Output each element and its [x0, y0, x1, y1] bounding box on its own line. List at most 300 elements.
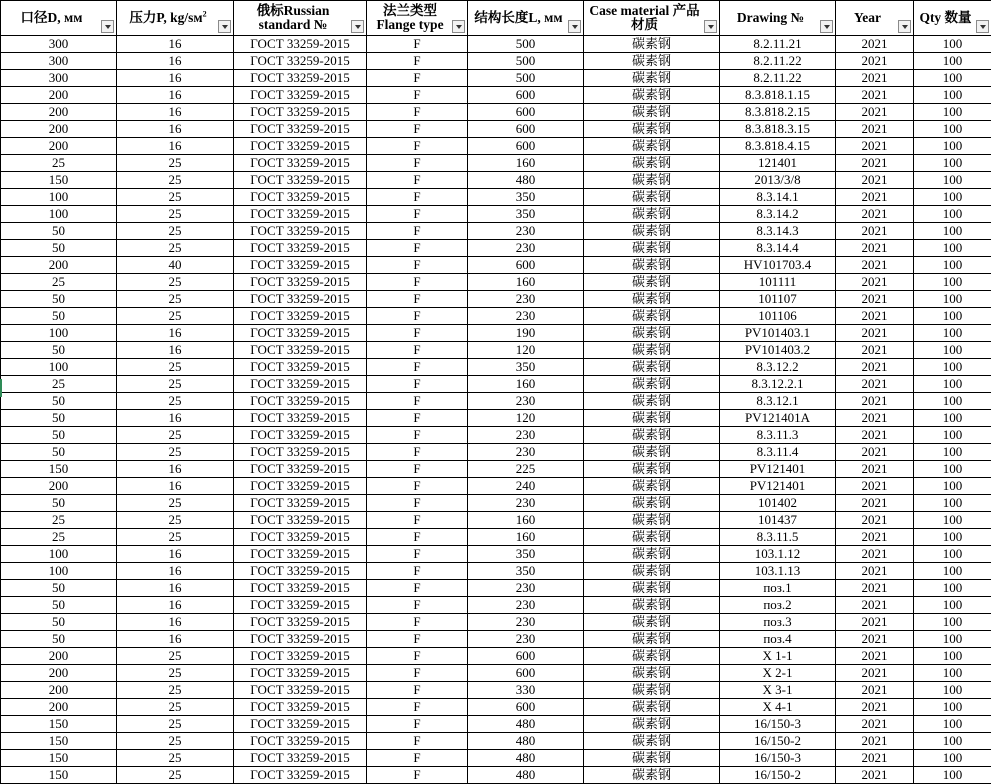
table-cell[interactable]: F [367, 257, 468, 274]
table-cell[interactable]: 2021 [836, 410, 914, 427]
table-cell[interactable]: 碳素钢 [584, 172, 720, 189]
table-cell[interactable]: 2021 [836, 614, 914, 631]
table-cell[interactable]: 100 [914, 87, 991, 104]
table-cell[interactable]: 碳素钢 [584, 767, 720, 784]
table-cell[interactable]: 600 [468, 699, 584, 716]
table-cell[interactable]: ГОСТ 33259-2015 [234, 155, 367, 172]
table-cell[interactable]: 150 [1, 461, 117, 478]
table-cell[interactable]: 200 [1, 478, 117, 495]
table-cell[interactable]: 8.3.11.4 [720, 444, 836, 461]
table-cell[interactable]: 25 [1, 529, 117, 546]
table-cell[interactable]: 16 [117, 121, 234, 138]
table-cell[interactable]: 2021 [836, 308, 914, 325]
table-cell[interactable]: 100 [914, 240, 991, 257]
table-cell[interactable]: 100 [914, 104, 991, 121]
table-cell[interactable]: 碳素钢 [584, 427, 720, 444]
table-cell[interactable]: ГОСТ 33259-2015 [234, 614, 367, 631]
table-cell[interactable]: 8.3.14.4 [720, 240, 836, 257]
filter-dropdown-icon[interactable] [452, 20, 465, 33]
table-cell[interactable]: 8.3.11.5 [720, 529, 836, 546]
table-cell[interactable]: 碳素钢 [584, 614, 720, 631]
table-cell[interactable]: 碳素钢 [584, 121, 720, 138]
table-cell[interactable]: 50 [1, 291, 117, 308]
column-header[interactable] [234, 1, 367, 36]
table-cell[interactable]: 600 [468, 665, 584, 682]
table-cell[interactable]: 碳素钢 [584, 70, 720, 87]
table-cell[interactable]: 100 [914, 53, 991, 70]
table-cell[interactable]: ГОСТ 33259-2015 [234, 512, 367, 529]
table-cell[interactable]: 120 [468, 342, 584, 359]
table-cell[interactable]: X 1-1 [720, 648, 836, 665]
table-cell[interactable]: 碳素钢 [584, 359, 720, 376]
table-cell[interactable]: ГОСТ 33259-2015 [234, 53, 367, 70]
table-cell[interactable]: 16/150-3 [720, 716, 836, 733]
table-cell[interactable]: 2021 [836, 427, 914, 444]
table-cell[interactable]: 225 [468, 461, 584, 478]
table-cell[interactable]: 2021 [836, 223, 914, 240]
table-cell[interactable]: 25 [117, 240, 234, 257]
table-cell[interactable]: 230 [468, 614, 584, 631]
table-cell[interactable]: 16 [117, 631, 234, 648]
table-cell[interactable]: F [367, 682, 468, 699]
table-cell[interactable]: F [367, 699, 468, 716]
table-cell[interactable]: F [367, 750, 468, 767]
table-cell[interactable]: 16 [117, 325, 234, 342]
table-cell[interactable]: 100 [914, 325, 991, 342]
table-cell[interactable]: 16 [117, 138, 234, 155]
table-cell[interactable]: 101107 [720, 291, 836, 308]
table-cell[interactable]: F [367, 308, 468, 325]
table-cell[interactable]: 200 [1, 104, 117, 121]
table-cell[interactable]: 25 [117, 189, 234, 206]
table-cell[interactable]: 碳素钢 [584, 104, 720, 121]
column-header[interactable] [584, 1, 720, 36]
table-cell[interactable]: 16/150-2 [720, 733, 836, 750]
table-cell[interactable]: 25 [117, 223, 234, 240]
table-cell[interactable]: 8.3.14.3 [720, 223, 836, 240]
table-cell[interactable]: 8.3.12.2.1 [720, 376, 836, 393]
table-cell[interactable]: F [367, 376, 468, 393]
table-cell[interactable]: F [367, 665, 468, 682]
table-cell[interactable]: F [367, 546, 468, 563]
table-cell[interactable]: 600 [468, 121, 584, 138]
table-cell[interactable]: ГОСТ 33259-2015 [234, 580, 367, 597]
table-cell[interactable]: поз.2 [720, 597, 836, 614]
table-cell[interactable]: 16 [117, 87, 234, 104]
table-cell[interactable]: F [367, 597, 468, 614]
table-cell[interactable]: 25 [117, 767, 234, 784]
table-cell[interactable]: 2021 [836, 376, 914, 393]
table-cell[interactable]: 100 [914, 682, 991, 699]
table-cell[interactable]: 100 [914, 512, 991, 529]
table-cell[interactable]: 碳素钢 [584, 682, 720, 699]
table-cell[interactable]: 100 [914, 461, 991, 478]
table-cell[interactable]: 2021 [836, 682, 914, 699]
table-cell[interactable]: 碳素钢 [584, 461, 720, 478]
table-cell[interactable]: 25 [1, 274, 117, 291]
table-cell[interactable]: 100 [1, 359, 117, 376]
column-header[interactable] [720, 1, 836, 36]
table-cell[interactable]: 碳素钢 [584, 410, 720, 427]
table-cell[interactable]: 100 [914, 733, 991, 750]
table-cell[interactable]: F [367, 444, 468, 461]
table-cell[interactable]: 100 [1, 206, 117, 223]
table-cell[interactable]: ГОСТ 33259-2015 [234, 682, 367, 699]
table-cell[interactable]: 25 [117, 716, 234, 733]
table-cell[interactable]: 230 [468, 240, 584, 257]
table-cell[interactable]: 碳素钢 [584, 87, 720, 104]
table-cell[interactable]: 25 [117, 699, 234, 716]
table-cell[interactable]: 600 [468, 87, 584, 104]
table-cell[interactable]: 2021 [836, 750, 914, 767]
table-cell[interactable]: 16/150-2 [720, 767, 836, 784]
table-cell[interactable]: ГОСТ 33259-2015 [234, 359, 367, 376]
table-cell[interactable]: 2021 [836, 325, 914, 342]
table-cell[interactable]: 100 [914, 546, 991, 563]
table-cell[interactable]: 16 [117, 478, 234, 495]
table-cell[interactable]: 25 [117, 274, 234, 291]
table-cell[interactable]: 2021 [836, 767, 914, 784]
table-cell[interactable]: ГОСТ 33259-2015 [234, 529, 367, 546]
table-cell[interactable]: 碳素钢 [584, 189, 720, 206]
table-cell[interactable]: 2021 [836, 580, 914, 597]
table-cell[interactable]: 300 [1, 53, 117, 70]
table-cell[interactable]: 40 [117, 257, 234, 274]
table-cell[interactable]: 25 [117, 308, 234, 325]
table-cell[interactable]: F [367, 478, 468, 495]
table-cell[interactable]: 230 [468, 597, 584, 614]
table-cell[interactable]: 2021 [836, 121, 914, 138]
table-cell[interactable]: 8.3.12.2 [720, 359, 836, 376]
table-cell[interactable]: 2021 [836, 393, 914, 410]
table-cell[interactable]: 100 [1, 325, 117, 342]
table-cell[interactable]: F [367, 563, 468, 580]
table-cell[interactable]: ГОСТ 33259-2015 [234, 223, 367, 240]
table-cell[interactable]: 2021 [836, 478, 914, 495]
table-cell[interactable]: 160 [468, 155, 584, 172]
table-cell[interactable]: 480 [468, 733, 584, 750]
table-cell[interactable]: 2021 [836, 240, 914, 257]
table-cell[interactable]: 8.2.11.21 [720, 36, 836, 53]
table-cell[interactable]: 碳素钢 [584, 138, 720, 155]
table-cell[interactable]: 100 [914, 750, 991, 767]
table-cell[interactable]: 500 [468, 70, 584, 87]
table-cell[interactable]: 100 [914, 257, 991, 274]
table-cell[interactable]: 50 [1, 444, 117, 461]
table-cell[interactable]: F [367, 87, 468, 104]
table-cell[interactable]: PV121401A [720, 410, 836, 427]
table-cell[interactable]: 2021 [836, 206, 914, 223]
table-cell[interactable]: 230 [468, 495, 584, 512]
table-cell[interactable]: 480 [468, 716, 584, 733]
table-cell[interactable]: ГОСТ 33259-2015 [234, 495, 367, 512]
table-cell[interactable]: F [367, 53, 468, 70]
table-cell[interactable]: 碳素钢 [584, 274, 720, 291]
table-cell[interactable]: 230 [468, 393, 584, 410]
table-cell[interactable]: 200 [1, 257, 117, 274]
table-cell[interactable]: 碳素钢 [584, 580, 720, 597]
column-header[interactable] [117, 1, 234, 36]
table-cell[interactable]: 50 [1, 342, 117, 359]
table-cell[interactable]: 100 [914, 138, 991, 155]
table-cell[interactable]: ГОСТ 33259-2015 [234, 325, 367, 342]
table-cell[interactable]: 2021 [836, 495, 914, 512]
table-cell[interactable]: 2021 [836, 512, 914, 529]
table-cell[interactable]: 25 [117, 376, 234, 393]
table-cell[interactable]: 50 [1, 495, 117, 512]
table-cell[interactable]: 100 [914, 631, 991, 648]
table-cell[interactable]: 100 [914, 308, 991, 325]
table-cell[interactable]: 碳素钢 [584, 546, 720, 563]
table-cell[interactable]: ГОСТ 33259-2015 [234, 478, 367, 495]
table-cell[interactable]: 8.2.11.22 [720, 70, 836, 87]
table-cell[interactable]: ГОСТ 33259-2015 [234, 410, 367, 427]
table-cell[interactable]: F [367, 223, 468, 240]
table-cell[interactable]: 2013/3/8 [720, 172, 836, 189]
table-cell[interactable]: 200 [1, 121, 117, 138]
table-cell[interactable]: 8.3.818.2.15 [720, 104, 836, 121]
table-cell[interactable]: 碳素钢 [584, 206, 720, 223]
table-cell[interactable]: 16 [117, 36, 234, 53]
table-cell[interactable]: 25 [117, 359, 234, 376]
table-cell[interactable]: 100 [914, 121, 991, 138]
table-cell[interactable]: 25 [117, 682, 234, 699]
table-cell[interactable]: 230 [468, 291, 584, 308]
table-cell[interactable]: F [367, 274, 468, 291]
table-cell[interactable]: 480 [468, 172, 584, 189]
table-cell[interactable]: 100 [914, 291, 991, 308]
filter-dropdown-icon[interactable] [218, 20, 231, 33]
table-cell[interactable]: поз.1 [720, 580, 836, 597]
table-cell[interactable]: 500 [468, 36, 584, 53]
table-cell[interactable]: ГОСТ 33259-2015 [234, 121, 367, 138]
table-cell[interactable]: 150 [1, 733, 117, 750]
table-cell[interactable]: 100 [914, 70, 991, 87]
column-header[interactable] [914, 1, 991, 36]
table-cell[interactable]: 100 [914, 155, 991, 172]
table-cell[interactable]: 100 [914, 614, 991, 631]
table-cell[interactable]: F [367, 138, 468, 155]
table-cell[interactable]: 16 [117, 614, 234, 631]
table-cell[interactable]: 100 [914, 495, 991, 512]
table-cell[interactable]: 300 [1, 36, 117, 53]
table-cell[interactable]: 25 [1, 376, 117, 393]
filter-dropdown-icon[interactable] [898, 20, 911, 33]
table-cell[interactable]: 16 [117, 70, 234, 87]
table-cell[interactable]: 2021 [836, 53, 914, 70]
filter-dropdown-icon[interactable] [704, 20, 717, 33]
table-cell[interactable]: 100 [914, 529, 991, 546]
table-cell[interactable]: 25 [1, 512, 117, 529]
table-cell[interactable]: ГОСТ 33259-2015 [234, 342, 367, 359]
table-cell[interactable]: 480 [468, 750, 584, 767]
table-cell[interactable]: 碳素钢 [584, 529, 720, 546]
table-cell[interactable]: 100 [914, 376, 991, 393]
table-cell[interactable]: 100 [914, 427, 991, 444]
table-cell[interactable]: F [367, 733, 468, 750]
table-cell[interactable]: ГОСТ 33259-2015 [234, 240, 367, 257]
filter-dropdown-icon[interactable] [976, 20, 989, 33]
table-cell[interactable]: 2021 [836, 172, 914, 189]
table-cell[interactable]: 8.3.12.1 [720, 393, 836, 410]
table-cell[interactable]: 101437 [720, 512, 836, 529]
table-cell[interactable]: 300 [1, 70, 117, 87]
table-cell[interactable]: 2021 [836, 104, 914, 121]
table-cell[interactable]: ГОСТ 33259-2015 [234, 665, 367, 682]
table-cell[interactable]: 200 [1, 682, 117, 699]
table-cell[interactable]: 碳素钢 [584, 648, 720, 665]
table-cell[interactable]: 8.2.11.22 [720, 53, 836, 70]
table-cell[interactable]: 350 [468, 546, 584, 563]
table-cell[interactable]: F [367, 36, 468, 53]
table-cell[interactable]: 25 [117, 648, 234, 665]
table-cell[interactable]: PV121401 [720, 461, 836, 478]
table-cell[interactable]: 600 [468, 138, 584, 155]
table-cell[interactable]: 100 [914, 172, 991, 189]
table-cell[interactable]: ГОСТ 33259-2015 [234, 189, 367, 206]
table-cell[interactable]: 碳素钢 [584, 291, 720, 308]
table-cell[interactable]: 600 [468, 648, 584, 665]
table-cell[interactable]: 碳素钢 [584, 699, 720, 716]
table-cell[interactable]: 8.3.14.1 [720, 189, 836, 206]
table-cell[interactable]: F [367, 121, 468, 138]
table-cell[interactable]: 2021 [836, 274, 914, 291]
table-cell[interactable]: 150 [1, 716, 117, 733]
table-cell[interactable]: поз.4 [720, 631, 836, 648]
table-cell[interactable]: 25 [117, 427, 234, 444]
table-cell[interactable]: 50 [1, 223, 117, 240]
table-cell[interactable]: 2021 [836, 36, 914, 53]
table-cell[interactable]: F [367, 410, 468, 427]
table-cell[interactable]: 100 [914, 206, 991, 223]
table-cell[interactable]: 230 [468, 580, 584, 597]
table-cell[interactable]: 200 [1, 138, 117, 155]
table-cell[interactable]: 25 [117, 291, 234, 308]
table-cell[interactable]: поз.3 [720, 614, 836, 631]
table-cell[interactable]: 160 [468, 529, 584, 546]
table-cell[interactable]: 2021 [836, 155, 914, 172]
table-cell[interactable]: ГОСТ 33259-2015 [234, 393, 367, 410]
table-cell[interactable]: 500 [468, 53, 584, 70]
table-cell[interactable]: 160 [468, 274, 584, 291]
table-cell[interactable]: F [367, 342, 468, 359]
table-cell[interactable]: 150 [1, 767, 117, 784]
table-cell[interactable]: F [367, 461, 468, 478]
table-cell[interactable]: 碳素钢 [584, 665, 720, 682]
table-cell[interactable]: 8.3.11.3 [720, 427, 836, 444]
table-cell[interactable]: 16 [117, 53, 234, 70]
table-cell[interactable]: ГОСТ 33259-2015 [234, 376, 367, 393]
table-cell[interactable]: ГОСТ 33259-2015 [234, 597, 367, 614]
table-cell[interactable]: 100 [914, 699, 991, 716]
table-cell[interactable]: 100 [914, 274, 991, 291]
table-cell[interactable]: ГОСТ 33259-2015 [234, 767, 367, 784]
table-cell[interactable]: 50 [1, 410, 117, 427]
table-cell[interactable]: 230 [468, 631, 584, 648]
table-cell[interactable]: 350 [468, 206, 584, 223]
table-cell[interactable]: 8.3.818.3.15 [720, 121, 836, 138]
table-cell[interactable]: ГОСТ 33259-2015 [234, 631, 367, 648]
table-cell[interactable]: 25 [117, 665, 234, 682]
table-cell[interactable]: 150 [1, 750, 117, 767]
table-cell[interactable]: 100 [914, 580, 991, 597]
table-cell[interactable]: 碳素钢 [584, 325, 720, 342]
table-cell[interactable]: 101106 [720, 308, 836, 325]
table-cell[interactable]: F [367, 104, 468, 121]
table-cell[interactable]: ГОСТ 33259-2015 [234, 274, 367, 291]
table-cell[interactable]: ГОСТ 33259-2015 [234, 36, 367, 53]
table-cell[interactable]: X 2-1 [720, 665, 836, 682]
table-cell[interactable]: 2021 [836, 716, 914, 733]
table-cell[interactable]: 2021 [836, 461, 914, 478]
table-cell[interactable]: 碳素钢 [584, 36, 720, 53]
table-cell[interactable]: F [367, 716, 468, 733]
table-cell[interactable]: 50 [1, 614, 117, 631]
table-cell[interactable]: 2021 [836, 597, 914, 614]
table-cell[interactable]: F [367, 580, 468, 597]
table-cell[interactable]: 480 [468, 767, 584, 784]
table-cell[interactable]: 16 [117, 342, 234, 359]
table-cell[interactable]: 25 [117, 206, 234, 223]
table-cell[interactable]: 100 [914, 410, 991, 427]
table-cell[interactable]: 25 [117, 529, 234, 546]
table-cell[interactable]: F [367, 427, 468, 444]
table-cell[interactable]: 121401 [720, 155, 836, 172]
table-cell[interactable]: 200 [1, 665, 117, 682]
table-cell[interactable]: ГОСТ 33259-2015 [234, 291, 367, 308]
table-cell[interactable]: 100 [914, 393, 991, 410]
table-cell[interactable]: ГОСТ 33259-2015 [234, 308, 367, 325]
table-cell[interactable]: 350 [468, 563, 584, 580]
table-cell[interactable]: ГОСТ 33259-2015 [234, 716, 367, 733]
table-cell[interactable]: 16 [117, 597, 234, 614]
table-cell[interactable]: 350 [468, 359, 584, 376]
table-cell[interactable]: 230 [468, 308, 584, 325]
table-cell[interactable]: 200 [1, 87, 117, 104]
table-cell[interactable]: ГОСТ 33259-2015 [234, 750, 367, 767]
table-cell[interactable]: F [367, 512, 468, 529]
table-cell[interactable]: 2021 [836, 342, 914, 359]
table-cell[interactable]: 2021 [836, 546, 914, 563]
table-cell[interactable]: ГОСТ 33259-2015 [234, 461, 367, 478]
table-cell[interactable]: 150 [1, 172, 117, 189]
table-cell[interactable]: 50 [1, 308, 117, 325]
table-cell[interactable]: 100 [914, 767, 991, 784]
table-cell[interactable]: 100 [914, 665, 991, 682]
table-cell[interactable]: 16 [117, 104, 234, 121]
table-cell[interactable]: 碳素钢 [584, 716, 720, 733]
table-cell[interactable]: F [367, 359, 468, 376]
table-cell[interactable]: F [367, 631, 468, 648]
table-cell[interactable]: ГОСТ 33259-2015 [234, 427, 367, 444]
table-cell[interactable]: F [367, 172, 468, 189]
table-cell[interactable]: 50 [1, 393, 117, 410]
table-cell[interactable]: 碳素钢 [584, 53, 720, 70]
table-cell[interactable]: 100 [1, 189, 117, 206]
table-cell[interactable]: 8.3.818.1.15 [720, 87, 836, 104]
table-cell[interactable]: 碳素钢 [584, 223, 720, 240]
table-cell[interactable]: X 4-1 [720, 699, 836, 716]
table-cell[interactable]: 200 [1, 648, 117, 665]
table-cell[interactable]: ГОСТ 33259-2015 [234, 733, 367, 750]
table-cell[interactable]: 230 [468, 223, 584, 240]
table-cell[interactable]: 25 [1, 155, 117, 172]
table-cell[interactable]: 碳素钢 [584, 750, 720, 767]
table-cell[interactable]: 25 [117, 512, 234, 529]
table-cell[interactable]: 100 [914, 189, 991, 206]
table-cell[interactable]: ГОСТ 33259-2015 [234, 699, 367, 716]
table-cell[interactable]: 101402 [720, 495, 836, 512]
